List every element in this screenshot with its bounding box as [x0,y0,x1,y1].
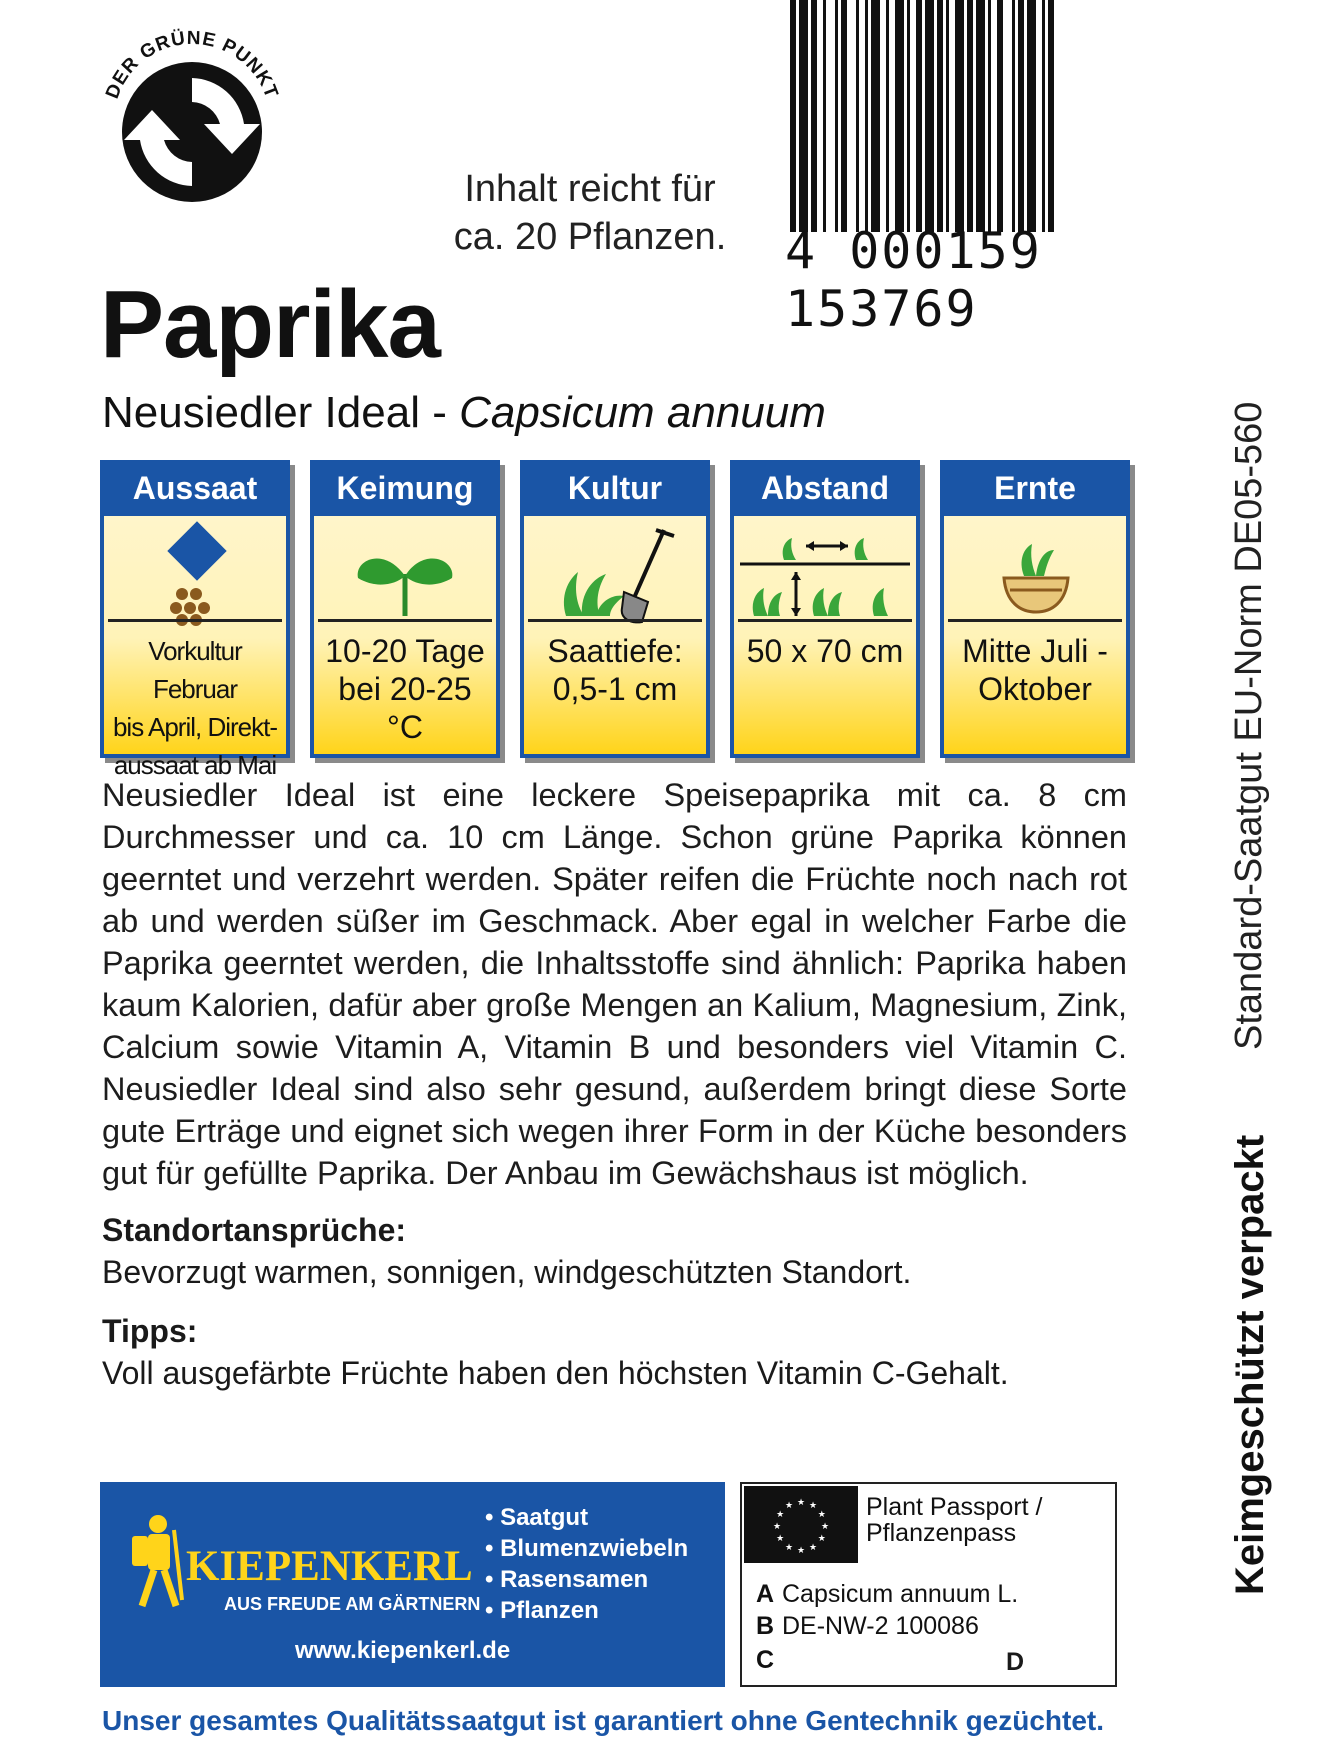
eu-star: ★ [820,1521,830,1531]
growing-info-boxes [100,460,1135,780]
box-aussaat-text [104,632,286,784]
eu-star: ★ [808,1541,818,1552]
box-aussaat-line-1: Vorkultur Februar [148,636,242,704]
latin-name: Capsicum annuum [459,388,826,437]
barcode-bar [790,0,796,232]
spade-plant-icon [524,516,706,632]
product-description: Neusiedler Ideal ist eine leckere Speisepaprika mit ca. 8 cm Durchmesser und ca. 10 cm Länge. Schon grüne Paprika können geerntet und verzehrt werden. Später reifen die Früchte noch nach rot ab und werden süßer im Geschmack. Aber egal in welcher Farbe die Paprika geerntet werden, die Inhaltsstoffe sind ähnlich: Paprika haben kaum Kalorien, dafür aber große Mengen an Kalium, Magnesium, Zink, Calcium sowie Vitamin A, Vitamin B und besonders viel Vitamin C. Neusiedler Ideal sind also sehr gesund, außerdem bringt diese Sorte gute Erträge und eignet sich wegen ihrer Form in der Küche besonders gut für gefüllte Paprika. Der Anbau im Gewächshaus ist möglich. [102,777,1127,1191]
passport-row-c [756,1646,782,1675]
product-subtitle [102,388,826,438]
gmo-free-note: Unser gesamtes Qualitätssaatgut ist garantiert ohne Gentechnik gezüchtet. [102,1705,1105,1736]
kiepenkerl-website-link[interactable]: www.kiepenkerl.de [295,1637,511,1664]
list-item: • Blumenzwiebeln [485,1533,688,1564]
eu-star: ★ [817,1509,826,1519]
passport-value-b: DE-NW-2 100086 [782,1612,979,1640]
box-kultur-line-1: Saattiefe: [547,633,683,669]
ean-digits: 4 000159 153769 [785,222,1042,338]
box-keimung-label: Keimung [314,464,496,516]
product-name: Paprika [100,271,440,378]
barcode-bar [886,0,889,232]
list-item: • Rasensamen [485,1564,688,1595]
passport-label-a: A [756,1580,775,1608]
box-ernte-line-1: Mitte Juli - [962,633,1108,669]
box-kultur-text [524,632,706,708]
gruener-punkt-logo [92,12,292,212]
plant-passport-title [866,1494,1042,1546]
box-kultur-line-2: 0,5-1 cm [552,671,678,707]
seed-sowing-icon [104,516,286,632]
barcode-bar [865,0,868,232]
passport-label-b: B [756,1612,775,1640]
kiepenkerl-slogan: AUS FREUDE AM GÄRTNERN [224,1594,481,1614]
plant-passport-title-line-1: Plant Passport / [866,1493,1043,1521]
spacing-icon [734,516,916,632]
box-ernte [940,460,1130,758]
contents-note [430,165,750,261]
barcode-bar [946,0,949,232]
eu-star: ★ [772,1521,782,1531]
barcode-bar [856,0,859,232]
passport-label-c: C [756,1646,775,1674]
barcode-bar [895,0,904,232]
box-keimung-text [314,632,496,746]
kiepenkerl-figure-icon [126,1510,186,1610]
eu-star: ★ [796,1497,806,1507]
barcode-bar [871,0,880,232]
eu-star: ★ [776,1509,785,1519]
location-heading: Standortansprüche: [102,1212,407,1248]
box-keimung-line-1: 10-20 Tage [325,633,485,669]
eu-star: ★ [776,1533,785,1543]
box-kultur-label: Kultur [524,464,706,516]
box-ernte-text [944,632,1126,708]
box-abstand-label: Abstand [734,464,916,516]
box-abstand [730,460,920,758]
box-ernte-line-2: Oktober [978,671,1092,707]
barcode-bar [1012,0,1015,232]
packaging-note: Keimgeschützt verpackt [1228,1134,1272,1595]
eu-star: ★ [784,1541,794,1552]
harvest-bowl-icon [944,516,1126,632]
box-kultur [520,460,710,758]
seedling-icon [314,516,496,632]
barcode-bar [988,0,991,232]
barcode-bar [823,0,826,232]
barcode-bar [1027,0,1036,232]
barcode-bar [835,0,838,232]
kiepenkerl-logo: KIEPENKERL [186,1543,473,1590]
kiepenkerl-brand-box [100,1482,725,1687]
barcode-bar [976,0,985,232]
passport-row-a [756,1580,1018,1609]
passport-row-b [756,1612,979,1641]
barcode-bar [967,0,973,232]
barcode-bar [955,0,964,232]
gruener-punkt-ring-text: DER GRÜNE PUNKT [102,27,282,102]
barcode-bar [799,0,808,232]
barcode-bar [925,0,934,232]
contents-line-2: ca. 20 Pflanzen. [453,216,727,258]
variety-name: Neusiedler Ideal - [102,388,460,437]
list-item: • Pflanzen [485,1595,688,1626]
eu-star: ★ [808,1500,818,1511]
box-aussaat [100,460,290,780]
box-ernte-label: Ernte [944,464,1126,516]
eu-star: ★ [817,1533,826,1543]
barcode-bar [811,0,817,232]
box-abstand-line-1: 50 x 70 cm [746,633,904,669]
passport-value-a: Capsicum annuum L. [782,1580,1019,1608]
eu-star: ★ [784,1500,794,1511]
tips-text: Voll ausgefärbte Früchte haben den höchsten Vitamin C-Gehalt. [102,1355,1009,1391]
list-item: • Saatgut [485,1502,688,1533]
eu-flag-icon [744,1486,858,1563]
seed-norm-text: Standard-Saatgut EU-Norm DE05-560 [1228,401,1270,1050]
box-keimung-line-2: bei 20-25 °C [338,671,472,745]
contents-line-1: Inhalt reicht für [464,168,716,210]
box-keimung [310,460,500,758]
plant-passport-title-line-2: Pflanzenpass [866,1519,1017,1547]
passport-label-d: D [1006,1648,1025,1676]
kiepenkerl-product-list [485,1502,688,1626]
tips-heading: Tipps: [102,1313,198,1349]
box-aussaat-line-2: bis April, Direkt- [112,712,278,742]
box-abstand-text [734,632,916,670]
barcode-bar [1018,0,1024,232]
barcode-bar [997,0,1003,232]
box-aussaat-line-3: aussaat ab Mai [113,750,277,780]
barcode-bar [907,0,910,232]
plant-passport [740,1482,1117,1687]
barcode-bar [937,0,943,232]
barcode-bar [1048,0,1054,232]
barcode-bar [916,0,922,232]
location-text: Bevorzugt warmen, sonnigen, windgeschützten Standort. [102,1254,912,1290]
eu-star: ★ [796,1545,806,1555]
box-aussaat-label: Aussaat [104,464,286,516]
barcode-bar [1042,0,1045,232]
barcode-bar [841,0,847,232]
